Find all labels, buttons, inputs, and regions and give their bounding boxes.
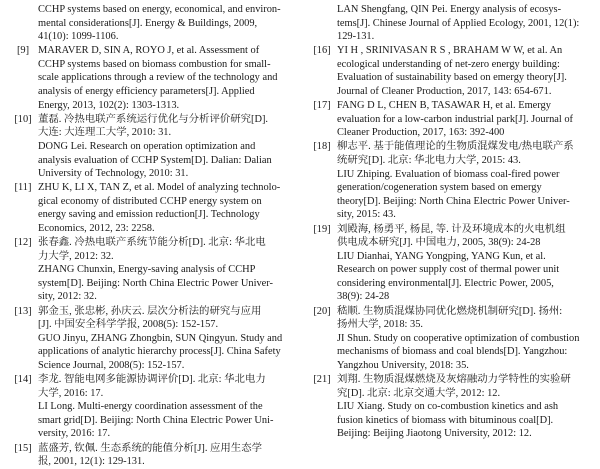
reference-entry	[307, 3, 592, 44]
reference-line: LI Long. Multi-energy coordination assessment of the	[38, 401, 263, 413]
reference-line: 大连: 大连理工大学, 2010: 31.	[38, 127, 172, 139]
reference-text	[38, 305, 293, 373]
reference-entry	[307, 140, 592, 222]
reference-line: 刘翔. 生物质混煤燃烧及灰熔融动力学特性的实验研	[337, 374, 571, 386]
reference-text	[38, 44, 293, 112]
reference-line: LIU Dianhai, YANG Yongping, YANG Kun, et al.	[337, 250, 546, 262]
reference-line: 嵇顺. 生物质混煤协同优化燃烧机制研究[D]. 扬州:	[337, 305, 563, 317]
reference-text	[38, 181, 293, 235]
reference-number: [11]	[14, 182, 32, 194]
reference-entry	[307, 44, 592, 98]
reference-line: mechanisms of biomass and coal blends[D]. Yangzhou:	[337, 346, 568, 358]
reference-line: 41(10): 1099-1106.	[38, 31, 119, 43]
reference-line: 力大学, 2012: 32.	[38, 250, 114, 262]
reference-line: analysis evaluation of CCHP System[D]. Dalian: Dalian	[38, 154, 272, 166]
reference-line: 扬州大学, 2018: 35.	[337, 319, 424, 331]
reference-line: analysis of energy efficiency parameters[J]. Applied	[38, 86, 255, 98]
reference-number: [12]	[14, 237, 32, 249]
reference-entry	[8, 181, 293, 235]
reference-entry	[307, 223, 592, 305]
reference-line: Cleaner Production, 2017, 163: 392-400	[337, 127, 505, 139]
reference-line: 38(9): 24-28	[337, 291, 390, 303]
reference-number: [18]	[313, 141, 331, 153]
reference-column-left	[8, 3, 293, 468]
reference-line: 大学, 2016: 17.	[38, 387, 104, 399]
reference-entry	[307, 99, 592, 140]
reference-line: 统研究[D]. 北京: 华北电力大学, 2015: 43.	[337, 155, 521, 167]
reference-entry	[8, 3, 293, 44]
reference-line: DONG Lei. Research on operation optimization and	[38, 140, 256, 152]
reference-line: 柳志平. 基于能值理论的生物质混煤发电/热电联产系	[337, 141, 574, 153]
reference-entry	[307, 373, 592, 441]
reference-line: smart grid[D]. Beijing: North China Electric Power Uni-	[38, 414, 274, 426]
reference-line: Economics, 2012, 23: 2258.	[38, 223, 155, 234]
reference-line: system[D]. Beijing: North China Electric Power Univer-	[38, 277, 273, 289]
reference-line: Evaluation of sustainability based on emergy theory[J].	[337, 72, 567, 84]
reference-line: scale applications through a review of the technology and	[38, 72, 278, 84]
reference-line: fusion kinetics of biomass with bituminous coal[D].	[337, 414, 554, 426]
reference-line: 张春鑫. 冷热电联产系统节能分析[D]. 北京: 华北电	[38, 237, 266, 249]
reference-line: 刘殿海, 杨勇平, 杨昆, 等. 计及环境成本的火电机组	[337, 223, 566, 235]
reference-line: evaluation for a low-carbon industrial park[J]. Journal of	[337, 113, 574, 125]
reference-line: Energy, 2013, 102(2): 1303-1313.	[38, 99, 180, 111]
reference-text	[38, 236, 293, 304]
reference-text	[337, 373, 592, 441]
reference-entry	[307, 305, 592, 373]
reference-line: Science Journal, 2008(5): 152-157.	[38, 359, 185, 371]
reference-line: 129-131.	[337, 31, 375, 43]
reference-line: gical economy of distributed CCHP energy system on	[38, 195, 262, 207]
reference-text	[38, 3, 293, 44]
reference-line: theory[D]. Beijing: North China Electric Power Univer-	[337, 195, 570, 207]
reference-line: ecological understanding of net-zero energy building:	[337, 58, 560, 70]
reference-line: 究[D]. 北京: 北京交通大学, 2012: 12.	[337, 387, 501, 399]
reference-number: [15]	[14, 442, 32, 454]
reference-line: Research on power supply cost of thermal power unit	[337, 264, 560, 276]
reference-line: [J]. 中国安全科学学报, 2008(5): 152-157.	[38, 319, 219, 331]
reference-line: 供电成本研究[J]. 中国电力, 2005, 38(9): 24-28	[337, 237, 541, 249]
reference-line: FANG D L, CHEN B, TASAWAR H, et al. Emergy	[337, 100, 551, 112]
reference-line: 蓝盛芳, 钦佩. 生态系统的能值分析[J]. 应用生态学	[38, 442, 262, 454]
reference-line: LAN Shengfang, QIN Pei. Energy analysis of ecosys-	[337, 4, 562, 15]
reference-text	[38, 373, 293, 441]
reference-text	[337, 140, 592, 222]
reference-line: CCHP systems based on energy, economical, and environ-	[38, 4, 281, 15]
reference-entry	[8, 236, 293, 304]
reference-text	[337, 3, 592, 44]
reference-number: [20]	[313, 305, 331, 317]
reference-line: 李龙. 智能电网多能源协调评价[D]. 北京: 华北电力	[38, 374, 266, 386]
reference-text	[337, 223, 592, 305]
reference-number: [9]	[16, 45, 30, 57]
reference-line: LIU Xiang. Study on co-combustion kinetics and ash	[337, 401, 559, 413]
reference-line: applications of analytic hierarchy process[J]. China Safety	[38, 346, 281, 358]
reference-line: generation/cogeneration system based on emergy	[337, 182, 542, 194]
reference-text	[337, 305, 592, 373]
reference-entry	[8, 44, 293, 112]
reference-line: ZHU K, LI X, TAN Z, et al. Model of analyzing technolo-	[38, 182, 281, 194]
reference-line: GUO Jinyu, ZHANG Zhongbin, SUN Qingyun. Study and	[38, 332, 283, 344]
reference-line: energy saving and emission reduction[J]. Technology	[38, 209, 260, 221]
reference-line: ZHANG Chunxin, Energy-saving analysis of CCHP	[38, 264, 256, 276]
reference-number: [17]	[313, 100, 331, 112]
reference-number: [21]	[313, 374, 331, 386]
reference-number: [10]	[14, 113, 32, 125]
reference-text	[38, 442, 293, 469]
reference-number: [16]	[313, 45, 331, 57]
reference-line: University of Technology, 2010: 31.	[38, 168, 189, 180]
reference-entry	[8, 442, 293, 469]
reference-entry	[8, 373, 293, 441]
reference-column-right	[307, 3, 592, 455]
reference-line: LIU Zhiping. Evaluation of biomass coal-fired power	[337, 168, 560, 180]
reference-line: 郭金玉, 张忠彬, 孙庆云. 层次分析法的研究与应用	[38, 305, 262, 317]
reference-line: Yangzhou University, 2018: 35.	[337, 359, 469, 371]
reference-line: 报, 2001, 12(1): 129-131.	[38, 456, 145, 468]
reference-line: tems[J]. Chinese Journal of Applied Ecology, 2001, 12(1):	[337, 17, 580, 29]
reference-line: Beijing: Beijing Jiaotong University, 2012: 12.	[337, 428, 532, 440]
reference-line: YI H , SRINIVASAN R S , BRAHAM W W, et al. An	[337, 45, 563, 57]
reference-line: considering environmental[J]. Electric Power, 2005,	[337, 277, 554, 289]
reference-entry	[8, 305, 293, 373]
reference-line: 董磊. 冷热电联产系统运行优化与分析评价研究[D].	[38, 113, 269, 125]
reference-line: Journal of Cleaner Production, 2017, 143: 654-671.	[337, 86, 552, 98]
reference-number: [13]	[14, 305, 32, 317]
reference-line: MARAVER D, SIN A, ROYO J, et al. Assessment of	[38, 45, 260, 57]
reference-number: [14]	[14, 374, 32, 386]
reference-line: sity, 2015: 43.	[337, 209, 396, 221]
reference-line: JI Shun. Study on cooperative optimization of combustion	[337, 332, 580, 344]
reference-line: mental considerations[J]. Energy & Buildings, 2009,	[38, 17, 258, 29]
reference-line: CCHP systems based on biomass combustion for small-	[38, 58, 271, 70]
reference-text	[337, 44, 592, 98]
reference-number: [19]	[313, 223, 331, 235]
reference-text	[337, 99, 592, 140]
reference-entry	[8, 113, 293, 181]
reference-line: versity, 2016: 17.	[38, 428, 111, 440]
reference-line: sity, 2012: 32.	[38, 291, 97, 303]
reference-text	[38, 113, 293, 181]
